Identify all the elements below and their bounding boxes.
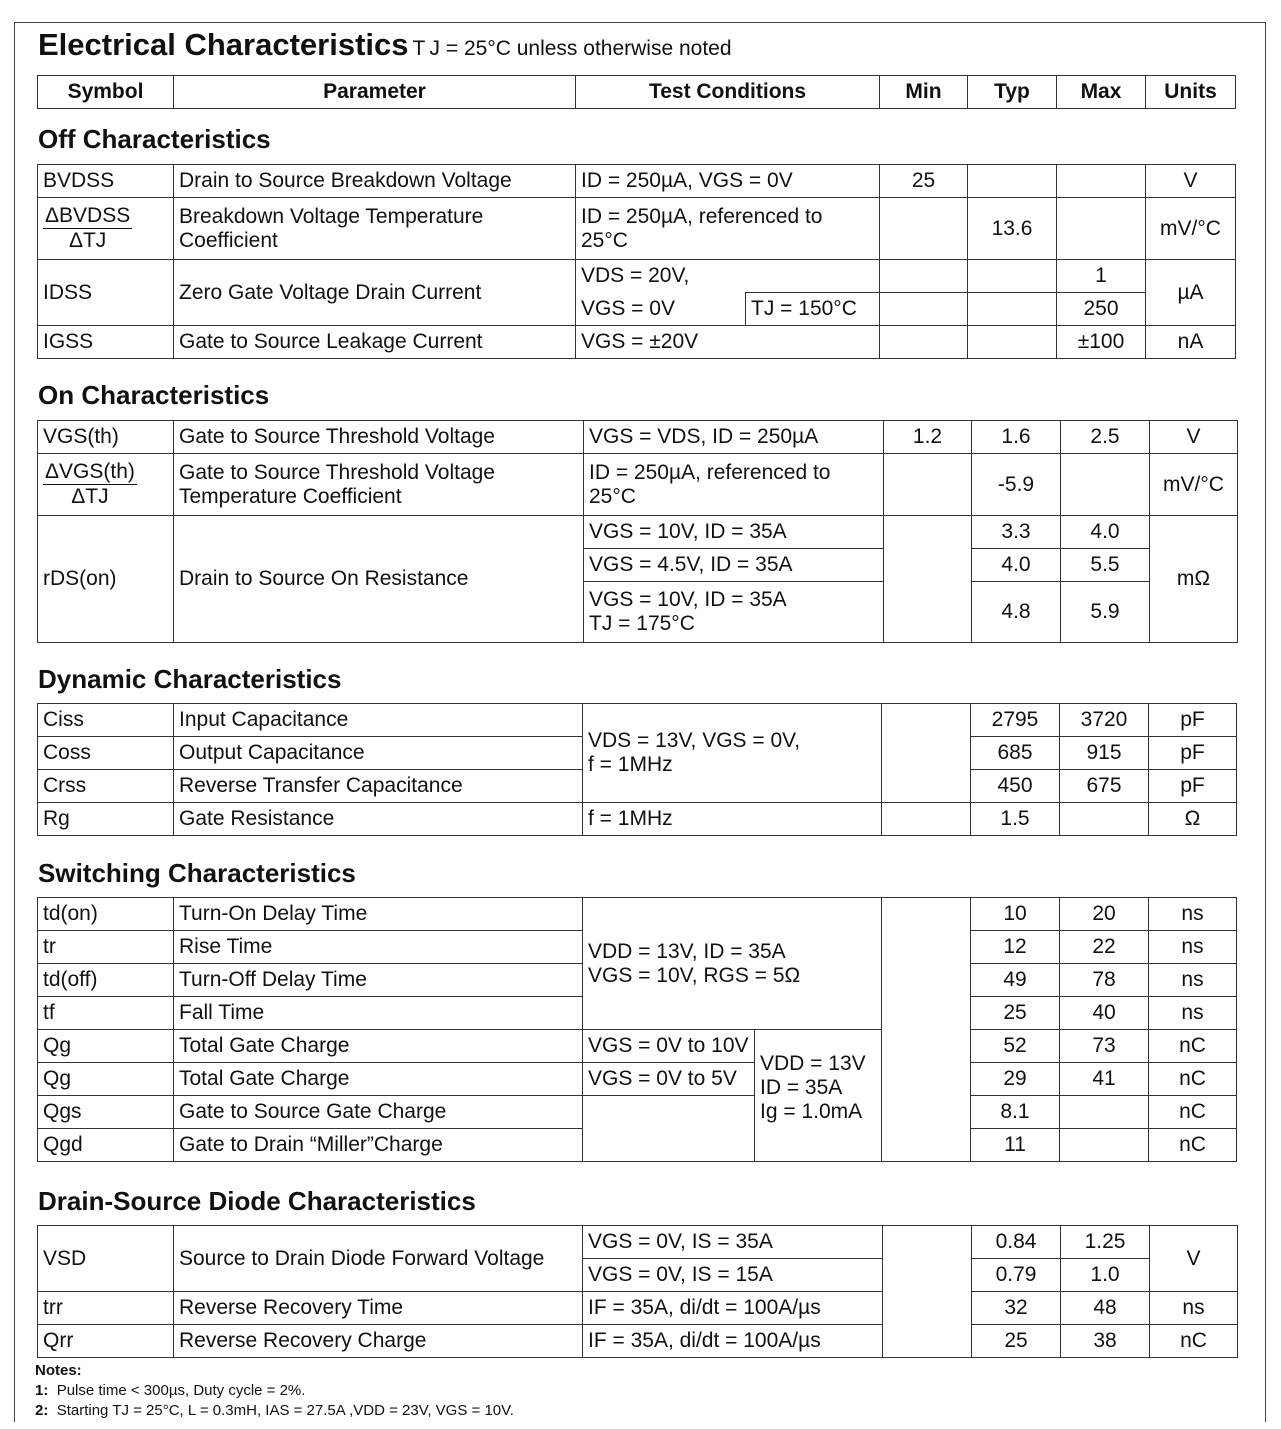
- max-cell: [1057, 198, 1146, 260]
- symbol-cell: IDSS: [38, 260, 174, 326]
- min-cell: [884, 454, 972, 516]
- unit-cell: ns: [1149, 931, 1237, 964]
- cond-cell: VDD = 13V, ID = 35A VGS = 10V, RGS = 5Ω: [583, 898, 882, 1030]
- typ-cell: [968, 293, 1057, 326]
- max-cell: 250: [1057, 293, 1146, 326]
- symbol-fraction: $\frac{\text{ΔBVDSS}}{\text{ΔTJ}}$: [45, 203, 131, 252]
- param-cell: Gate to Source Threshold Voltage: [174, 421, 584, 454]
- notes: [35, 1361, 514, 1421]
- min-cell: [884, 516, 972, 643]
- dynamic-table: [37, 703, 1237, 836]
- cond-cell: VGS = 0V, IS = 35A: [583, 1226, 883, 1259]
- cond-cell: VGS = 0V, IS = 15A: [583, 1259, 883, 1292]
- min-cell: [880, 260, 968, 293]
- param-cell: Total Gate Charge: [174, 1030, 583, 1063]
- unit-cell: nC: [1150, 1325, 1238, 1358]
- param-cell: Gate Resistance: [174, 803, 583, 836]
- max-cell: 48: [1061, 1292, 1150, 1325]
- symbol-fraction: $\frac{\text{ΔVGS(th)}}{\text{ΔTJ}}$: [45, 459, 135, 508]
- typ-cell: 25: [971, 997, 1060, 1030]
- symbol-cell: Qgs: [38, 1096, 174, 1129]
- symbol-cell: BVDSS: [38, 165, 174, 198]
- max-cell: 40: [1060, 997, 1149, 1030]
- symbol-cell: [38, 454, 174, 516]
- param-cell: Turn-On Delay Time: [174, 898, 583, 931]
- typ-cell: 29: [971, 1063, 1060, 1096]
- min-cell: [883, 1226, 972, 1358]
- typ-cell: 3.3: [972, 516, 1061, 549]
- typ-cell: [968, 260, 1057, 293]
- table-row: [38, 1292, 1238, 1325]
- max-cell: 22: [1060, 931, 1149, 964]
- col-test-conditions: Test Conditions: [576, 76, 880, 109]
- param-cell: Breakdown Voltage Temperature Coefficient: [174, 198, 576, 260]
- symbol-cell: Qg: [38, 1030, 174, 1063]
- table-row: [38, 260, 1236, 293]
- page-title: Electrical Characteristics T J = 25°C unless otherwise noted: [38, 27, 732, 62]
- col-symbol: Symbol: [38, 76, 174, 109]
- unit-cell: µA: [1146, 260, 1236, 326]
- max-cell: 4.0: [1061, 516, 1150, 549]
- typ-cell: 685: [971, 737, 1060, 770]
- max-cell: [1060, 1129, 1149, 1162]
- table-row: [38, 1063, 1237, 1096]
- typ-cell: 4.8: [972, 582, 1061, 643]
- cond-cell: VDS = 20V,: [576, 260, 880, 293]
- unit-cell: ns: [1150, 1292, 1238, 1325]
- param-cell: Drain to Source On Resistance: [174, 516, 584, 643]
- param-cell: Reverse Transfer Capacitance: [174, 770, 583, 803]
- max-cell: [1061, 454, 1150, 516]
- unit-cell: mV/°C: [1146, 198, 1236, 260]
- max-cell: 915: [1060, 737, 1149, 770]
- max-cell: 20: [1060, 898, 1149, 931]
- cond-tj-cell: TJ = 150°C: [746, 293, 880, 326]
- table-row: [38, 898, 1237, 931]
- param-cell: Rise Time: [174, 931, 583, 964]
- notes-label: Notes:: [35, 1362, 82, 1379]
- symbol-cell: td(on): [38, 898, 174, 931]
- title-condition: T J = 25°C unless otherwise noted: [412, 37, 732, 60]
- unit-cell: nA: [1146, 326, 1236, 359]
- param-cell: Gate to Drain “Miller”Charge: [174, 1129, 583, 1162]
- typ-cell: 11: [971, 1129, 1060, 1162]
- unit-cell: mV/°C: [1150, 454, 1238, 516]
- symbol-cell: Qgd: [38, 1129, 174, 1162]
- note-1: 1: Pulse time < 300µs, Duty cycle = 2%.: [35, 1382, 306, 1399]
- col-typ: Typ: [968, 76, 1057, 109]
- max-cell: 1.0: [1061, 1259, 1150, 1292]
- table-row: [38, 1226, 1238, 1259]
- typ-cell: [968, 326, 1057, 359]
- typ-cell: 32: [972, 1292, 1061, 1325]
- symbol-cell: Qg: [38, 1063, 174, 1096]
- unit-cell: nC: [1149, 1063, 1237, 1096]
- typ-cell: 13.6: [968, 198, 1057, 260]
- cond-cell: [583, 1096, 755, 1162]
- cond-cell: f = 1MHz: [583, 803, 882, 836]
- note-2: 2: Starting TJ = 25°C, L = 0.3mH, IAS = 27.5A ,VDD = 23V, VGS = 10V.: [35, 1402, 514, 1419]
- section-title-on: On Characteristics: [38, 380, 270, 410]
- unit-cell: ns: [1149, 997, 1237, 1030]
- param-cell: Total Gate Charge: [174, 1063, 583, 1096]
- unit-cell: pF: [1149, 737, 1237, 770]
- table-row: [38, 198, 1236, 260]
- param-cell: Gate to Source Leakage Current: [174, 326, 576, 359]
- symbol-cell: Crss: [38, 770, 174, 803]
- cond-cell: ID = 250µA, referenced to 25°C: [584, 454, 884, 516]
- typ-cell: 25: [972, 1325, 1061, 1358]
- max-cell: 41: [1060, 1063, 1149, 1096]
- min-cell: [882, 803, 971, 836]
- cond-cell: VGS = 10V, ID = 35A TJ = 175°C: [584, 582, 884, 643]
- cond-cell: VDS = 13V, VGS = 0V, f = 1MHz: [583, 704, 882, 803]
- param-cell: Gate to Source Threshold Voltage Temperature Coefficient: [174, 454, 584, 516]
- min-cell: 1.2: [884, 421, 972, 454]
- typ-cell: 8.1: [971, 1096, 1060, 1129]
- unit-cell: nC: [1149, 1096, 1237, 1129]
- unit-cell: pF: [1149, 704, 1237, 737]
- min-cell: [880, 293, 968, 326]
- param-cell: Drain to Source Breakdown Voltage: [174, 165, 576, 198]
- on-table: [37, 420, 1238, 643]
- unit-cell: Ω: [1149, 803, 1237, 836]
- section-title-diode: Drain-Source Diode Characteristics: [38, 1186, 476, 1216]
- col-max: Max: [1057, 76, 1146, 109]
- min-cell: [882, 704, 971, 803]
- max-cell: 73: [1060, 1030, 1149, 1063]
- cond-cell: VGS = 10V, ID = 35A: [584, 516, 884, 549]
- gate-cond-cell: VDD = 13V ID = 35A Ig = 1.0mA: [755, 1030, 882, 1162]
- table-row: [38, 803, 1237, 836]
- unit-cell: mΩ: [1150, 516, 1238, 643]
- cond-cell: VGS = 4.5V, ID = 35A: [584, 549, 884, 582]
- col-parameter: Parameter: [174, 76, 576, 109]
- unit-cell: V: [1150, 1226, 1238, 1292]
- cond-cell: IF = 35A, di/dt = 100A/µs: [583, 1292, 883, 1325]
- cond-cell: ID = 250µA, VGS = 0V: [576, 165, 880, 198]
- max-cell: ±100: [1057, 326, 1146, 359]
- unit-cell: V: [1146, 165, 1236, 198]
- max-cell: 5.5: [1061, 549, 1150, 582]
- param-cell: Turn-Off Delay Time: [174, 964, 583, 997]
- table-row: [38, 454, 1238, 516]
- param-cell: Reverse Recovery Charge: [174, 1325, 583, 1358]
- param-cell: Reverse Recovery Time: [174, 1292, 583, 1325]
- typ-cell: 49: [971, 964, 1060, 997]
- table-row: [38, 1030, 1237, 1063]
- symbol-cell: Ciss: [38, 704, 174, 737]
- unit-cell: ns: [1149, 898, 1237, 931]
- symbol-cell: Qrr: [38, 1325, 174, 1358]
- cond-cell: VGS = 0V: [576, 293, 746, 326]
- symbol-cell: rDS(on): [38, 516, 174, 643]
- param-cell: Output Capacitance: [174, 737, 583, 770]
- typ-cell: 10: [971, 898, 1060, 931]
- symbol-cell: [38, 198, 174, 260]
- table-row: [38, 326, 1236, 359]
- col-units: Units: [1146, 76, 1236, 109]
- cond-cell: ID = 250µA, referenced to 25°C: [576, 198, 880, 260]
- column-header-table: [37, 75, 1236, 109]
- typ-cell: 1.6: [972, 421, 1061, 454]
- symbol-cell: Rg: [38, 803, 174, 836]
- symbol-cell: tr: [38, 931, 174, 964]
- param-cell: Fall Time: [174, 997, 583, 1030]
- unit-cell: ns: [1149, 964, 1237, 997]
- param-cell: Gate to Source Gate Charge: [174, 1096, 583, 1129]
- switching-table: [37, 897, 1237, 1162]
- max-cell: [1057, 165, 1146, 198]
- unit-cell: V: [1150, 421, 1238, 454]
- max-cell: 1.25: [1061, 1226, 1150, 1259]
- symbol-cell: td(off): [38, 964, 174, 997]
- typ-cell: 12: [971, 931, 1060, 964]
- cond-cell: VGS = VDS, ID = 250µA: [584, 421, 884, 454]
- max-cell: [1060, 803, 1149, 836]
- cond-cell: IF = 35A, di/dt = 100A/µs: [583, 1325, 883, 1358]
- typ-cell: 0.84: [972, 1226, 1061, 1259]
- typ-cell: 1.5: [971, 803, 1060, 836]
- cond-cell: VGS = ±20V: [576, 326, 880, 359]
- cond-cell: VGS = 0V to 5V: [583, 1063, 755, 1096]
- symbol-cell: tf: [38, 997, 174, 1030]
- max-cell: 1: [1057, 260, 1146, 293]
- typ-cell: -5.9: [972, 454, 1061, 516]
- max-cell: 2.5: [1061, 421, 1150, 454]
- section-title-switching: Switching Characteristics: [38, 858, 356, 888]
- cond-cell: VGS = 0V to 10V: [583, 1030, 755, 1063]
- min-cell: [880, 326, 968, 359]
- typ-cell: [968, 165, 1057, 198]
- symbol-cell: IGSS: [38, 326, 174, 359]
- col-min: Min: [880, 76, 968, 109]
- table-row: [38, 1096, 1237, 1129]
- table-row: [38, 516, 1238, 549]
- max-cell: 78: [1060, 964, 1149, 997]
- min-cell: [880, 198, 968, 260]
- param-cell: Input Capacitance: [174, 704, 583, 737]
- max-cell: 3720: [1060, 704, 1149, 737]
- max-cell: 38: [1061, 1325, 1150, 1358]
- table-row: [38, 704, 1237, 737]
- symbol-cell: Coss: [38, 737, 174, 770]
- typ-cell: 4.0: [972, 549, 1061, 582]
- typ-cell: 2795: [971, 704, 1060, 737]
- section-title-off: Off Characteristics: [38, 124, 271, 154]
- param-cell: Zero Gate Voltage Drain Current: [174, 260, 576, 326]
- unit-cell: pF: [1149, 770, 1237, 803]
- section-title-dynamic: Dynamic Characteristics: [38, 664, 342, 694]
- diode-table: [37, 1225, 1238, 1358]
- table-row: [38, 165, 1236, 198]
- typ-cell: 0.79: [972, 1259, 1061, 1292]
- max-cell: 5.9: [1061, 582, 1150, 643]
- symbol-cell: VSD: [38, 1226, 174, 1292]
- unit-cell: nC: [1149, 1030, 1237, 1063]
- table-row: [38, 1325, 1238, 1358]
- symbol-cell: trr: [38, 1292, 174, 1325]
- param-cell: Source to Drain Diode Forward Voltage: [174, 1226, 583, 1292]
- typ-cell: 450: [971, 770, 1060, 803]
- typ-cell: 52: [971, 1030, 1060, 1063]
- max-cell: [1060, 1096, 1149, 1129]
- min-cell: 25: [880, 165, 968, 198]
- table-row: [38, 421, 1238, 454]
- min-cell: [882, 898, 971, 1162]
- unit-cell: nC: [1149, 1129, 1237, 1162]
- max-cell: 675: [1060, 770, 1149, 803]
- off-table: [37, 164, 1236, 359]
- symbol-cell: VGS(th): [38, 421, 174, 454]
